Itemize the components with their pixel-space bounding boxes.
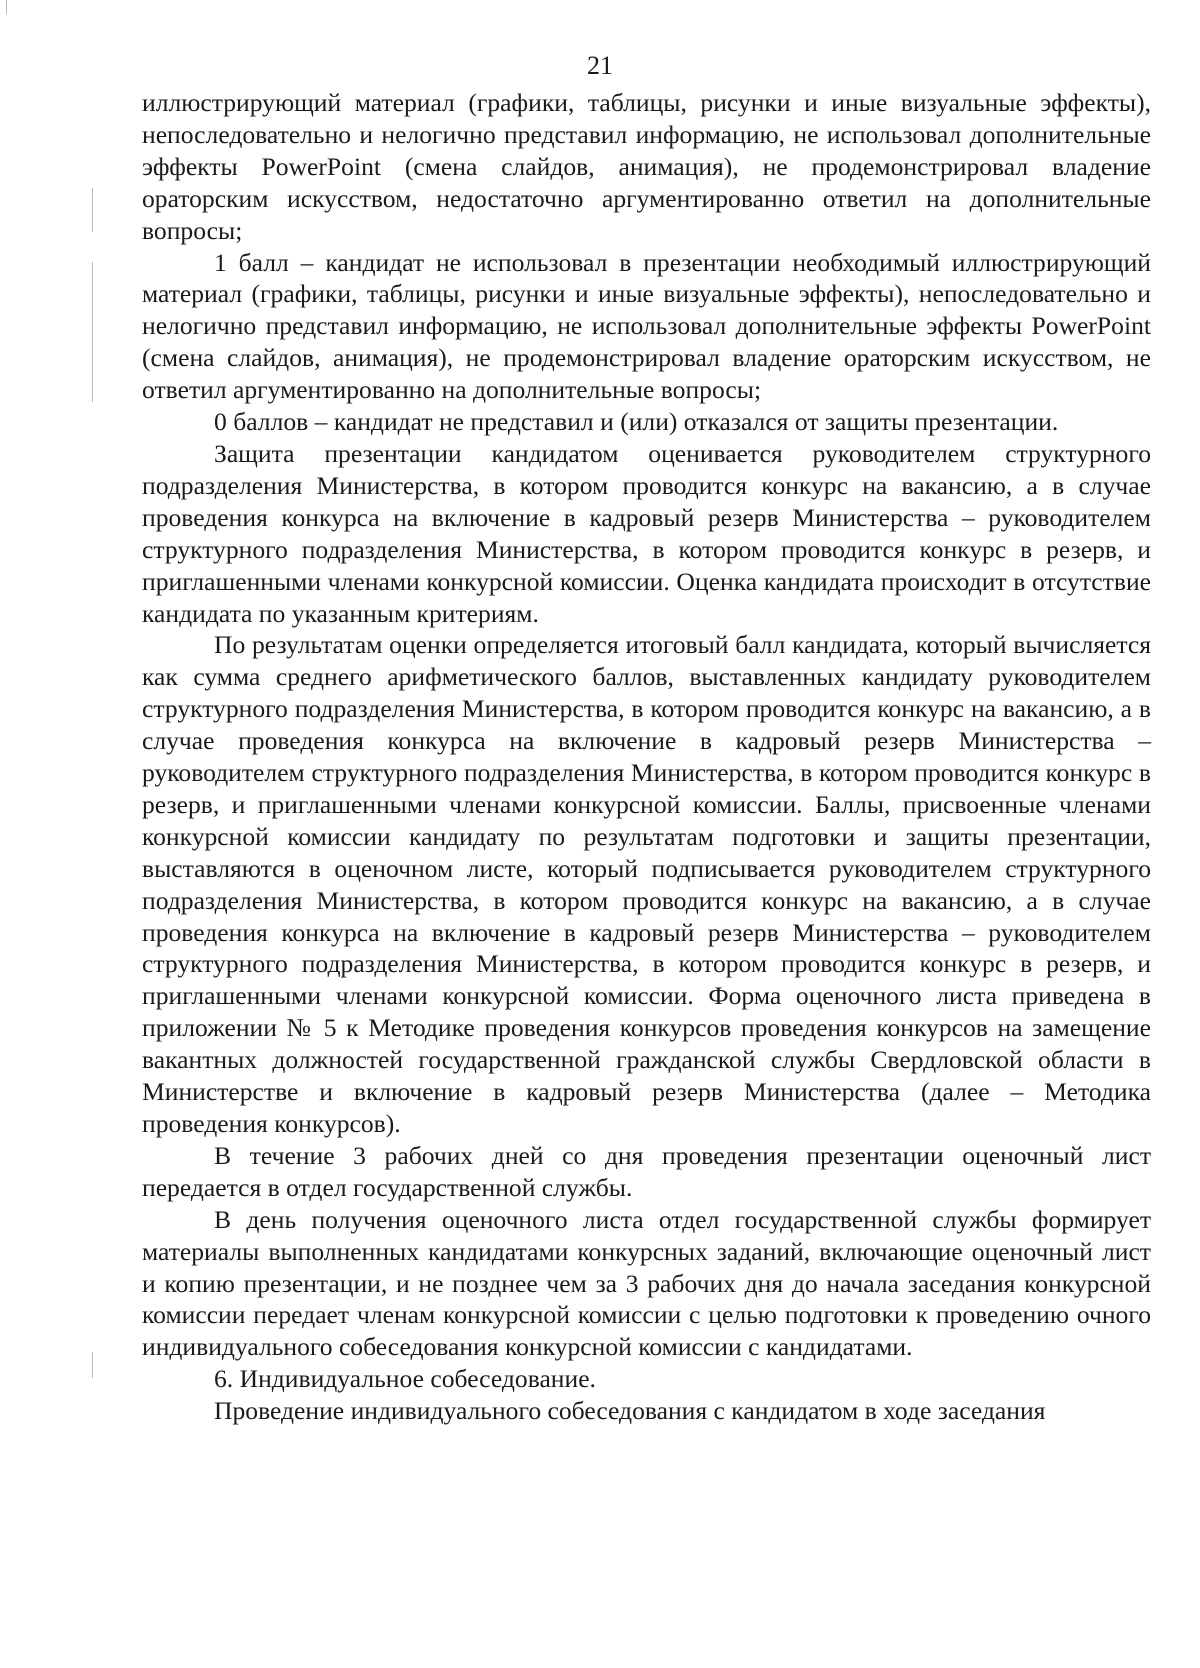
paragraph-presentation-defense: Защита презентации кандидатом оценивается руководителем структурного подразделения Министерства, в котором проводится конкурс на вакансию, а в случае проведения конкурса на включение в кадровый резерв Министерства – руководителем структурного подразделения Министерства, в котором проводится конкурс в резерв, и приглашенными членами конкурсной комиссии. Оценка кандидата происходит в отсутствие кандидата по указанным критериям. [142, 438, 1151, 628]
page-number: 21 [587, 51, 613, 80]
paragraph-score-1: 1 балл – кандидат не использовал в презентации необходимый иллюстрирующий материал (графики, таблицы, рисунки и иные визуальные эффекты), непоследовательно и нелогично представил информацию, не использовал дополнительные эффекты PowerPoint (смена слайдов, анимация), не продемонстрировал владение ораторским искусством, не ответил аргументированно на дополнительные вопросы; [142, 247, 1151, 405]
paragraph-interview-start: Проведение индивидуального собеседования с кандидатом в ходе заседания [214, 1396, 1046, 1426]
scan-artifact [92, 262, 93, 402]
paragraph-materials-transfer: В день получения оценочного листа отдел государственной службы формирует материалы выполненных кандидатами конкурсных заданий, включающие оценочный лист и копию презентации, и не позднее чем за 3 рабочих дня до начала заседания конкурсной комиссии передает членам конкурсной комиссии с целью подготовки к проведению очного индивидуального собеседования конкурсной комиссии с кандидатами. [142, 1204, 1151, 1362]
scan-artifact [6, 0, 7, 14]
scan-artifact [92, 1352, 93, 1378]
paragraph-evaluation-sheet: В течение 3 рабочих дней со дня проведения презентации оценочный лист передается в отдел государственной службы. [142, 1140, 1151, 1202]
scan-artifact [92, 188, 93, 232]
document-body [142, 87, 1151, 1427]
paragraph-continuation: иллюстрирующий материал (графики, таблицы, рисунки и иные визуальные эффекты), непоследовательно и нелогично представил информацию, не использовал дополнительные эффекты PowerPoint (смена слайдов, анимация), не продемонстрировал владение ораторским искусством, недостаточно аргументированно ответил на дополнительные вопросы; [142, 88, 1151, 245]
paragraph-evaluation-results: По результатам оценки определяется итоговый балл кандидата, который вычисляется как сумма среднего арифметического баллов, выставленных кандидату руководителем структурного подразделения Министерства, в котором проводится конкурс на вакансию, а в случае проведения конкурса на включение в кадровый резерв Министерства – руководителем структурного подразделения Министерства, в котором проводится конкурс в резерв, и приглашенными членами конкурсной комиссии. Баллы, присвоенные членами конкурсной комиссии кандидату по результатам подготовки и защиты презентации, выставляются в оценочном листе, который подписывается руководителем структурного подразделения Министерства, в котором проводится конкурс на вакансию, а в случае проведения конкурса на включение в кадровый резерв Министерства – руководителем структурного подразделения Министерства, в котором проводится конкурс в резерв, и приглашенными членами конкурсной комиссии. Форма оценочного листа приведена в приложении № 5 к Методике проведения конкурсов проведения конкурсов на замещение вакантных должностей государственной гражданской службы Свердловской области в Министерстве и включение в кадровый резерв Министерства (далее – Методика проведения конкурсов). [142, 630, 1151, 1138]
section-heading-interview: 6. Индивидуальное собеседование. [214, 1364, 596, 1394]
paragraph-score-0: 0 баллов – кандидат не представил и (или) отказался от защиты презентации. [214, 407, 1059, 437]
